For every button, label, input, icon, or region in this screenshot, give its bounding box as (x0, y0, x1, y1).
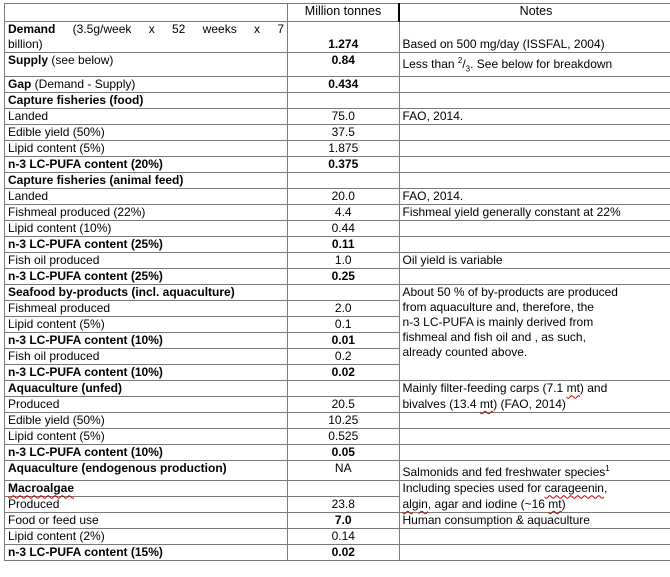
row-note (399, 269, 670, 285)
row-label: Aquaculture (endogenous production) (5, 461, 288, 481)
row-value: 0.375 (288, 157, 400, 173)
row-label: n-3 LC-PUFA content (25%) (5, 237, 288, 253)
section-header-row (5, 285, 670, 301)
row-label: n-3 LC-PUFA content (10%) (5, 333, 288, 349)
row-note (399, 157, 670, 173)
row-note (399, 445, 670, 461)
section-header-row (5, 481, 670, 497)
section-header-row (5, 381, 670, 397)
table-row (5, 529, 670, 545)
row-note (399, 141, 670, 157)
row-value: 0.02 (288, 545, 400, 561)
table-row (5, 545, 670, 561)
row-value: 0.14 (288, 529, 400, 545)
row-value: 1.875 (288, 141, 400, 157)
row-label: Lipid content (5%) (5, 317, 288, 333)
row-value: 20.0 (288, 189, 400, 205)
header-row (5, 4, 670, 22)
row-value: 0.02 (288, 365, 400, 381)
table-row (5, 237, 670, 253)
row-note: FAO, 2014. (399, 109, 670, 125)
header-cell-million-tonnes: Million tonnes (288, 4, 400, 22)
row-note (399, 77, 670, 93)
macroalgae-note-line2: algin, agar and iodine (~16 mt) (399, 497, 670, 513)
row-value: 2.0 (288, 301, 400, 317)
table-row (5, 513, 670, 529)
table-row (5, 22, 670, 53)
row-note (399, 413, 670, 429)
row-label: Lipid content (5%) (5, 141, 288, 157)
row-value: 7.0 (288, 513, 400, 529)
row-label (5, 22, 288, 53)
row-value: 0.11 (288, 237, 400, 253)
row-value: 0.434 (288, 77, 400, 93)
row-note: Fishmeal yield generally constant at 22% (399, 205, 670, 221)
aquaculture-unfed-note-line2: bivalves (13.4 mt) (FAO, 2014) (399, 397, 670, 413)
row-value: 0.84 (288, 53, 400, 77)
row-value: 0.1 (288, 317, 400, 333)
row-note: Less than $^2/_3$. See below for breakdown (399, 53, 670, 77)
row-label: n-3 LC-PUFA content (20%) (5, 157, 288, 173)
row-value: NA (288, 461, 400, 481)
row-note: Salmonids and fed freshwater species$^1$ (399, 461, 670, 481)
row-note (399, 529, 670, 545)
table-row (5, 497, 670, 513)
row-label: Edible yield (50%) (5, 413, 288, 429)
row-note: Human consumption & aquaculture (399, 513, 670, 529)
row-label: Landed (5, 189, 288, 205)
row-label: Produced (5, 397, 288, 413)
table-row (5, 413, 670, 429)
row-label: Lipid content (2%) (5, 529, 288, 545)
row-label: Landed (5, 109, 288, 125)
header-cell-notes: Notes (399, 4, 670, 22)
row-label: Fish oil produced (5, 349, 288, 365)
row-label: n-3 LC-PUFA content (10%) (5, 365, 288, 381)
row-label: Fishmeal produced (22%) (5, 205, 288, 221)
row-note (399, 429, 670, 445)
row-value: 20.5 (288, 397, 400, 413)
by-products-note: About 50 % of by-products are produced from aquaculture and, therefore, the n-3 LC-PUFA is mainly derived from fishmeal and fish oil and , as such, already counted above. (399, 285, 670, 381)
row-label: Fishmeal produced (5, 301, 288, 317)
demand-label-line1: Demand (3.5g/week x 52 weeks x 7 (8, 22, 284, 36)
section-title: Macroalgae (5, 481, 288, 497)
table-row (5, 205, 670, 221)
row-label: Produced (5, 497, 288, 513)
table-row (5, 141, 670, 157)
section-title: Capture fisheries (animal feed) (5, 173, 288, 189)
row-label: Edible yield (50%) (5, 125, 288, 141)
supply-demand-table (4, 3, 670, 561)
row-label: Lipid content (10%) (5, 221, 288, 237)
row-label: n-3 LC-PUFA content (10%) (5, 445, 288, 461)
row-value: 0.525 (288, 429, 400, 445)
row-note: FAO, 2014. (399, 189, 670, 205)
section-title: Aquaculture (unfed) (5, 381, 288, 397)
row-label: Lipid content (5%) (5, 429, 288, 445)
demand-label-line2: billion) (8, 37, 43, 51)
row-label: Supply (see below) (5, 53, 288, 77)
row-label: Gap (Demand - Supply) (5, 77, 288, 93)
row-value: 0.25 (288, 269, 400, 285)
row-label: n-3 LC-PUFA content (25%) (5, 269, 288, 285)
table-row (5, 77, 670, 93)
row-value: 75.0 (288, 109, 400, 125)
row-note (399, 545, 670, 561)
row-value: 1.274 (288, 22, 400, 53)
macroalgae-note-line1: Including species used for carageenin, (399, 481, 670, 497)
table-row (5, 53, 670, 77)
table-row (5, 269, 670, 285)
row-value: 37.5 (288, 125, 400, 141)
row-value: 4.4 (288, 205, 400, 221)
row-value: 23.8 (288, 497, 400, 513)
section-title: Seafood by-products (incl. aquaculture) (5, 285, 288, 301)
row-value: 10.25 (288, 413, 400, 429)
table-row (5, 109, 670, 125)
table-row (5, 157, 670, 173)
aquaculture-unfed-note-line1: Mainly filter-feeding carps (7.1 mt) and (399, 381, 670, 397)
table-row (5, 125, 670, 141)
section-header-row (5, 173, 670, 189)
row-value: 1.0 (288, 253, 400, 269)
row-label: Food or feed use (5, 513, 288, 529)
row-value: 0.01 (288, 333, 400, 349)
table-row (5, 397, 670, 413)
table-row (5, 189, 670, 205)
row-value: 0.05 (288, 445, 400, 461)
row-note: Oil yield is variable (399, 253, 670, 269)
table-row (5, 429, 670, 445)
row-label: Fish oil produced (5, 253, 288, 269)
section-header-row (5, 93, 670, 109)
row-value: 0.2 (288, 349, 400, 365)
table-row (5, 445, 670, 461)
table-row (5, 253, 670, 269)
row-note (399, 125, 670, 141)
row-label: n-3 LC-PUFA content (15%) (5, 545, 288, 561)
table-row (5, 221, 670, 237)
table-row (5, 461, 670, 481)
section-title: Capture fisheries (food) (5, 93, 288, 109)
row-note (399, 221, 670, 237)
row-value: 0.44 (288, 221, 400, 237)
header-cell-label (5, 4, 288, 22)
row-note: Based on 500 mg/day (ISSFAL, 2004) (399, 22, 670, 53)
row-note (399, 237, 670, 253)
